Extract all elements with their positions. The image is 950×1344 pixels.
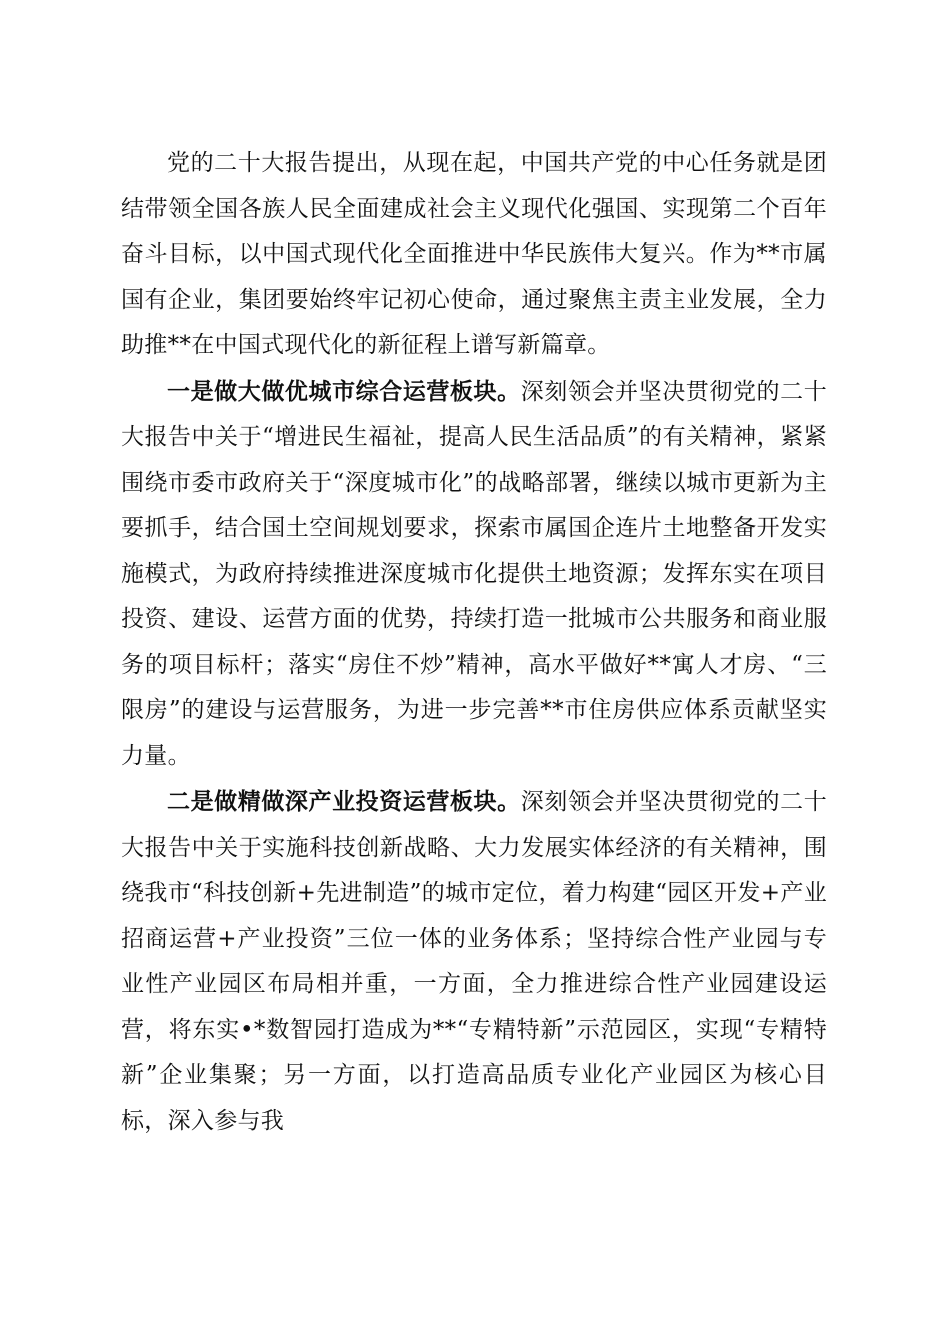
paragraph-lead: 二是做精做深产业投资运营板块。 <box>167 788 521 815</box>
paragraph-text: 深刻领会并坚决贯彻党的二十大报告中关于“增进民生福祉，提高人民生活品质”的有关精神，紧紧围绕市委市政府关于“深度城市化”的战略部署，继续以城市更新为主要抓手，结合国土空间规划要求，探索市属国企连片土地整备开发实施模式，为政府持续推进深度城市化提供土地资源；发挥东实在项目投资、建设、运营方面的优势，持续打造一批城市公共服务和商业服务的项目标杆；落实“房住不炒”精神，高水平做好**寓人才房、“三限房”的建设与运营服务，为进一步完善**市住房供应体系贡献坚实力量。 <box>121 378 827 769</box>
paragraph-lead: 一是做大做优城市综合运营板块。 <box>167 377 521 405</box>
body-text <box>121 140 827 1144</box>
paragraph-text: 党的二十大报告提出，从现在起，中国共产党的中心任务就是团结带领全国各族人民全面建成社会主义现代化强国、实现第二个百年奋斗目标，以中国式现代化全面推进中华民族伟大复兴。作为**市属国有企业，集团要始终牢记初心使命，通过聚焦主责主业发展，全力助推**在中国式现代化的新征程上谱写新篇章。 <box>121 150 827 358</box>
paragraph-city-operations <box>121 369 827 780</box>
paragraph-text: 深刻领会并坚决贯彻党的二十大报告中关于实施科技创新战略、大力发展实体经济的有关精神，围绕我市“科技创新+先进制造”的城市定位，着力构建“园区开发+产业招商运营+产业投资”三位一体的业务体系；坚持综合性产业园与专业性产业园区布局相并重，一方面，全力推进综合性产业园建设运营，将东实•*数智园打造成为**“专精特新”示范园区，实现“专精特新”企业集聚；另一方面，以打造高品质专业化产业园区为核心目标，深入参与我 <box>121 789 827 1134</box>
paragraph-industry-investment <box>121 779 827 1144</box>
paragraph-intro <box>121 140 827 369</box>
